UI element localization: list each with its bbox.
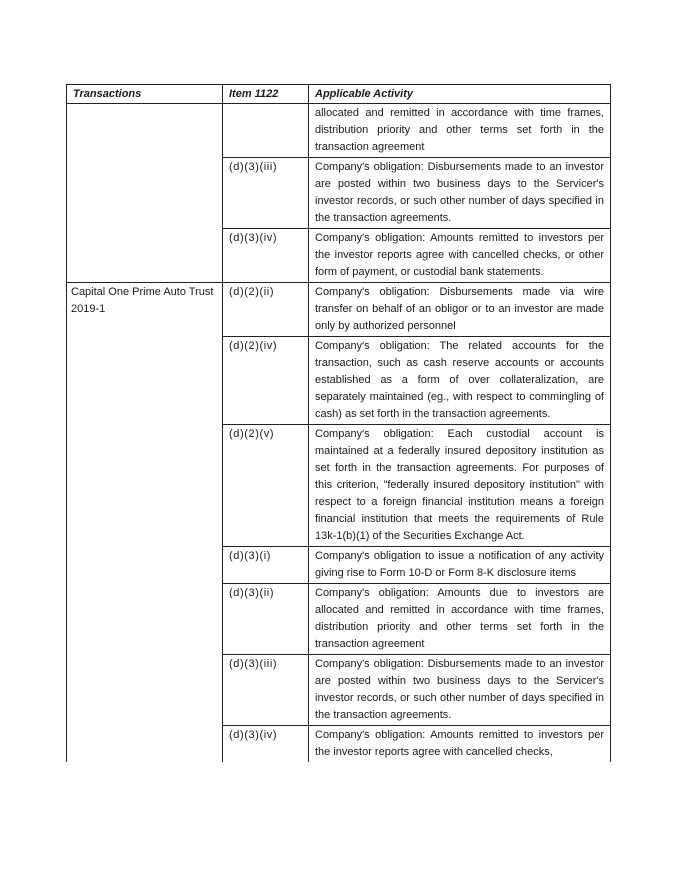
item-cell: (d)(2)(iv) xyxy=(223,337,309,425)
table-row xyxy=(67,425,611,547)
activity-cell xyxy=(309,655,611,726)
activity-cell xyxy=(309,584,611,655)
item-cell: (d)(3)(iii) xyxy=(223,655,309,726)
activity-text: The related accounts for the transaction, such as cash reserve accounts or accounts established as a form of over collateralization, are separately maintained (eg., with respect to commingling of cash) as set forth in the transaction agreements. xyxy=(315,340,604,420)
obligation-label: Company's obligation: xyxy=(315,232,426,244)
table-row xyxy=(67,283,611,337)
item-cell: (d)(3)(iv) xyxy=(223,229,309,283)
obligation-label: Company's obligation: xyxy=(315,729,426,741)
activity-cell xyxy=(309,425,611,547)
obligation-label: Company's obligation: xyxy=(315,587,429,599)
header-transactions: Transactions xyxy=(67,85,223,104)
header-applicable-activity: Applicable Activity xyxy=(309,85,611,104)
activity-text: Company's obligation to issue a notification of any activity giving rise to Form 10-D or Form 8-K disclosure items xyxy=(315,550,604,579)
table-row xyxy=(67,104,611,158)
transaction-cell: Capital One Prime Auto Trust 2019-1 xyxy=(67,283,223,337)
table-row xyxy=(67,726,611,763)
transaction-cell xyxy=(67,104,223,158)
transaction-cell xyxy=(67,425,223,547)
table-row xyxy=(67,337,611,425)
activity-table xyxy=(66,84,611,762)
item-cell: (d)(2)(ii) xyxy=(223,283,309,337)
activity-cell xyxy=(309,547,611,584)
activity-text: Each custodial account is maintained at a federally insured depository institution as set forth in the transaction agreements. For purposes of this criterion, "federally insured depository institution" with respect to a foreign financial institution means a foreign financial institution that meets the requirements of Rule 13k-1(b)(1) of the Securities Exchange Act. xyxy=(315,428,604,542)
table-row xyxy=(67,584,611,655)
transaction-cell xyxy=(67,547,223,584)
item-cell: (d)(3)(i) xyxy=(223,547,309,584)
item-cell: (d)(3)(iv) xyxy=(223,726,309,763)
obligation-label: Company's obligation: xyxy=(315,340,430,352)
activity-cell xyxy=(309,726,611,763)
transaction-cell xyxy=(67,726,223,763)
activity-cell xyxy=(309,158,611,229)
obligation-label: Company's obligation: xyxy=(315,428,434,440)
activity-text: Amounts remitted to investors per the investor reports agree with cancelled checks, xyxy=(315,729,604,758)
obligation-label: Company's obligation: xyxy=(315,161,424,173)
activity-text: Amounts due to investors are allocated and remitted in accordance with time frames, distribution priority and other terms set forth in the transaction agreement xyxy=(315,587,605,650)
table-row xyxy=(67,229,611,283)
item-cell: (d)(3)(iii) xyxy=(223,158,309,229)
table-header-row xyxy=(67,85,611,104)
transaction-cell xyxy=(67,655,223,726)
activity-text: Disbursements made via wire transfer on behalf of an obligor or to an investor are made only by authorized personnel xyxy=(315,286,604,332)
item-cell xyxy=(223,104,309,158)
transaction-cell xyxy=(67,229,223,283)
activity-text: Disbursements made to an investor are posted within two business days to the Servicer's investor records, or such other number of days specified in the transaction agreements. xyxy=(315,658,604,721)
transaction-cell xyxy=(67,584,223,655)
table-row xyxy=(67,158,611,229)
item-cell: (d)(2)(v) xyxy=(223,425,309,547)
transaction-cell xyxy=(67,158,223,229)
obligation-label: Company's obligation: xyxy=(315,658,424,670)
header-item-1122: Item 1122 xyxy=(223,85,309,104)
table-row xyxy=(67,655,611,726)
activity-cell xyxy=(309,337,611,425)
activity-cell xyxy=(309,104,611,158)
activity-text: Disbursements made to an investor are posted within two business days to the Servicer's investor records, or such other number of days specified in the transaction agreements. xyxy=(315,161,604,224)
activity-text: allocated and remitted in accordance with time frames, distribution priority and other terms set forth in the transaction agreement xyxy=(315,107,604,153)
item-cell: (d)(3)(ii) xyxy=(223,584,309,655)
transaction-cell xyxy=(67,337,223,425)
activity-text: Amounts remitted to investors per the investor reports agree with cancelled checks, or other form of payment, or custodial bank statements. xyxy=(315,232,604,278)
activity-cell xyxy=(309,283,611,337)
table-row xyxy=(67,547,611,584)
obligation-label: Company's obligation: xyxy=(315,286,430,298)
activity-cell xyxy=(309,229,611,283)
